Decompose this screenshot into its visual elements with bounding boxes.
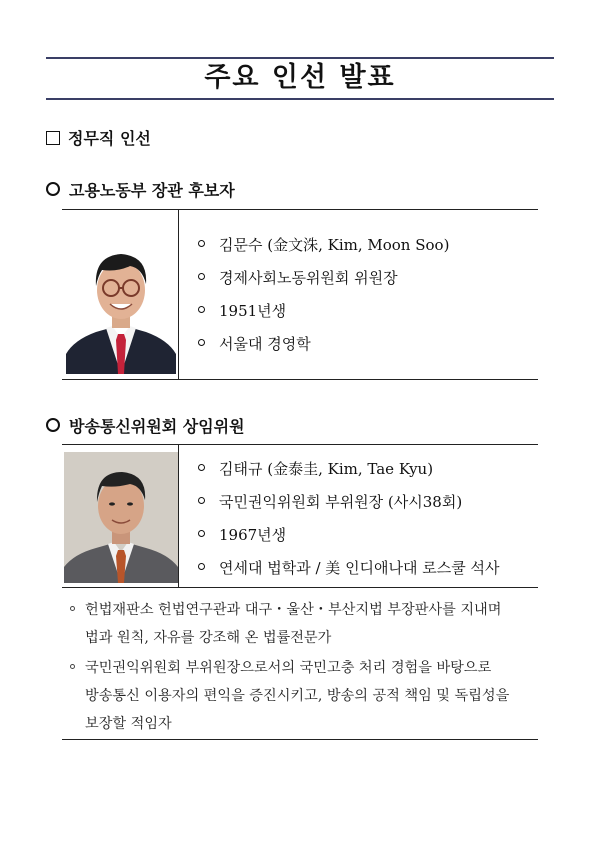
note-line: 헌법재판소 헌법연구관과 대구・울산・부산지법 부장판사를 지내며 [70, 596, 540, 624]
nominee2-item-position: 국민권익위원회 부위원장 (사시38회) [198, 491, 462, 512]
nominee2-panel-middle [62, 587, 538, 588]
nominee2-divider [178, 444, 179, 587]
note-line: 방송통신 이용자의 편익을 증진시키고, 방송의 공적 책임 및 독립성을 [85, 688, 510, 704]
nominee2-item-birth: 1967년생 [198, 524, 286, 545]
note-line: 국민권익위원회 부위원장으로서의 국민고충 처리 경험을 바탕으로 [70, 654, 540, 682]
section-heading-text: 정무직 인선 [68, 129, 151, 148]
nominee1-item-name: 김문수 (金文洙, Kim, Moon Soo) [198, 234, 449, 255]
nominee2-heading [46, 414, 245, 437]
small-ring-bullet-icon [70, 606, 75, 611]
nominee2-panel-bottom [62, 739, 538, 740]
title-rule-bottom [46, 98, 554, 100]
ring-bullet-icon [198, 240, 205, 247]
circle-bullet-icon [46, 182, 60, 196]
nominee2-item-name: 김태규 (金泰圭, Kim, Tae Kyu) [198, 458, 433, 479]
nominee2-item-education: 연세대 법학과 / 美 인디애나대 로스쿨 석사 [198, 557, 500, 578]
nominee1-divider [178, 209, 179, 379]
ring-bullet-icon [198, 306, 205, 313]
nominee1-panel-top [62, 209, 538, 210]
nominee1-item-education: 서울대 경영학 [198, 333, 311, 354]
note-line: 법과 원칙, 자유를 강조해 온 법률전문가 [85, 630, 332, 646]
ring-bullet-icon [198, 273, 205, 280]
nominee2-note-1 [70, 596, 540, 652]
nominee2-panel-top [62, 444, 538, 445]
nominee1-panel-bottom [62, 379, 538, 380]
note-line: 보장할 적임자 [85, 716, 172, 732]
small-ring-bullet-icon [70, 664, 75, 669]
ring-bullet-icon [198, 464, 205, 471]
title-rule-top [46, 57, 554, 59]
ring-bullet-icon [198, 497, 205, 504]
ring-bullet-icon [198, 563, 205, 570]
nominee1-heading-text: 고용노동부 장관 후보자 [69, 181, 235, 200]
nominee2-heading-text: 방송통신위원회 상임위원 [69, 417, 245, 436]
nominee1-item-birth: 1951년생 [198, 300, 286, 321]
ring-bullet-icon [198, 339, 205, 346]
square-bullet-icon [46, 131, 60, 145]
nominee1-portrait [66, 228, 176, 374]
nominee1-item-position: 경제사회노동위원회 위원장 [198, 267, 398, 288]
ring-bullet-icon [198, 530, 205, 537]
section-heading [46, 126, 151, 149]
nominee2-note-2 [70, 654, 540, 738]
nominee2-portrait [64, 452, 178, 583]
nominee1-heading [46, 178, 235, 201]
circle-bullet-icon [46, 418, 60, 432]
page-title: 주요 인선 발표 [204, 62, 396, 93]
